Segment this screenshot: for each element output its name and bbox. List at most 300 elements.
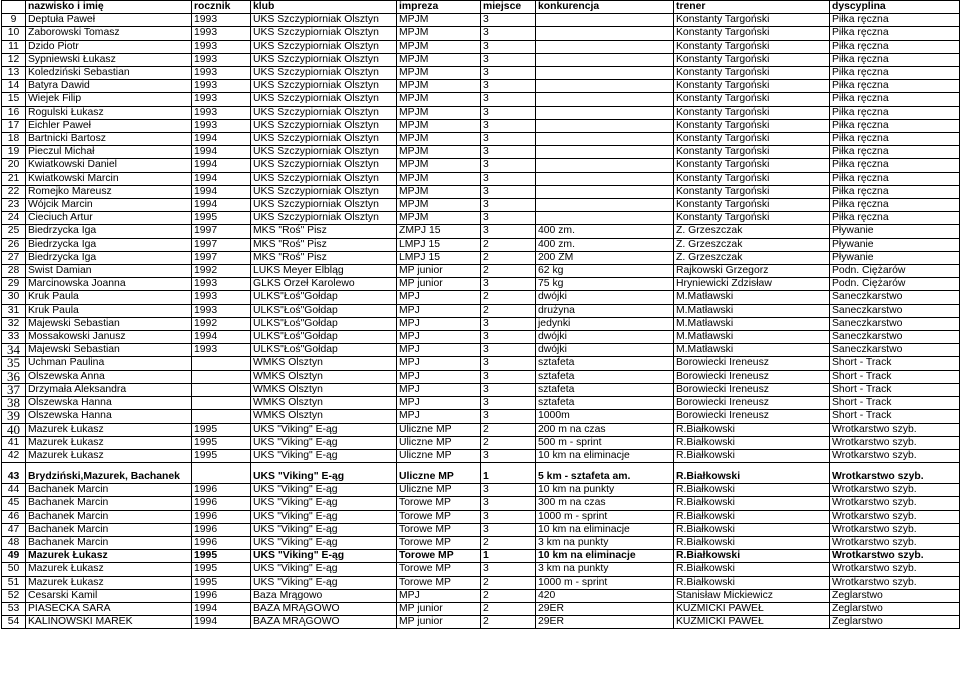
cell-miejsce: 3 [481,40,536,53]
cell-dyscyplina: Piłka ręczna [830,27,960,40]
cell-nazwisko-i-imie: KALINOWSKI MAREK [26,616,192,629]
cell-nr: 49 [2,550,26,563]
table-row [2,40,960,53]
cell-klub: UKS "Viking" E-ąg [251,423,397,436]
cell-dyscyplina: Piłka ręczna [830,185,960,198]
cell-impreza: Uliczne MP [397,449,481,462]
cell-trener: Z. Grzeszczak [674,225,830,238]
cell-impreza: Uliczne MP [397,463,481,484]
cell-nr: 14 [2,80,26,93]
cell-miejsce: 3 [481,523,536,536]
cell-konkurencja: sztafeta [536,383,674,396]
cell-konkurencja: dwójki [536,291,674,304]
table-row [2,423,960,436]
cell-rocznik: 1995 [192,423,251,436]
cell-nazwisko-i-imie: Kruk Paula [26,291,192,304]
cell-klub: BAZA MRĄGOWO [251,602,397,615]
cell-nr: 51 [2,576,26,589]
cell-konkurencja: 3 km na punkty [536,563,674,576]
cell-trener: Konstanty Targoński [674,27,830,40]
cell-klub: ULKS"Łoś"Gołdap [251,291,397,304]
cell-impreza: MPJM [397,212,481,225]
cell-klub: WMKS Olsztyn [251,357,397,370]
cell-klub: UKS Szczypiorniak Olsztyn [251,106,397,119]
cell-impreza: Uliczne MP [397,423,481,436]
cell-trener: Borowiecki Ireneusz [674,357,830,370]
cell-klub: UKS "Viking" E-ąg [251,523,397,536]
table-row [2,159,960,172]
cell-impreza: MPJ [397,344,481,357]
cell-rocznik: 1993 [192,67,251,80]
cell-rocznik: 1993 [192,344,251,357]
cell-miejsce: 2 [481,436,536,449]
cell-nazwisko-i-imie: Biedrzycka Iga [26,251,192,264]
cell-dyscyplina: Piłka ręczna [830,199,960,212]
cell-impreza: Uliczne MP [397,436,481,449]
cell-trener: R.Białkowski [674,463,830,484]
cell-rocznik [192,357,251,370]
cell-nr: 54 [2,616,26,629]
cell-impreza: Torowe MP [397,536,481,549]
cell-konkurencja: 75 kg [536,278,674,291]
table-row [2,383,960,396]
cell-nr: 22 [2,185,26,198]
cell-impreza: MP junior [397,602,481,615]
cell-miejsce: 3 [481,563,536,576]
cell-miejsce: 2 [481,616,536,629]
header-klub: klub [251,1,397,14]
cell-impreza: MPJM [397,133,481,146]
cell-dyscyplina: Wrotkarstwo szyb. [830,550,960,563]
header-rocznik: rocznik [192,1,251,14]
cell-konkurencja [536,212,674,225]
cell-nr: 17 [2,119,26,132]
cell-rocznik: 1995 [192,436,251,449]
cell-trener: R.Białkowski [674,550,830,563]
cell-miejsce: 3 [481,383,536,396]
cell-klub: UKS "Viking" E-ąg [251,449,397,462]
cell-nr: 11 [2,40,26,53]
table-row [2,212,960,225]
cell-impreza: MPJ [397,317,481,330]
cell-klub: Baza Mrągowo [251,589,397,602]
cell-trener: Konstanty Targoński [674,172,830,185]
cell-miejsce: 2 [481,423,536,436]
cell-konkurencja: sztafeta [536,397,674,410]
table-row [2,278,960,291]
cell-nazwisko-i-imie: Rogulski Łukasz [26,106,192,119]
cell-dyscyplina: Short - Track [830,397,960,410]
cell-konkurencja [536,67,674,80]
cell-konkurencja: 5 km - sztafeta am. [536,463,674,484]
cell-miejsce: 2 [481,576,536,589]
table-row [2,510,960,523]
cell-impreza: MP junior [397,265,481,278]
cell-dyscyplina: Wrotkarstwo szyb. [830,510,960,523]
cell-klub: UKS "Viking" E-ąg [251,510,397,523]
table-row [2,106,960,119]
cell-impreza: Torowe MP [397,510,481,523]
cell-rocznik: 1993 [192,53,251,66]
cell-trener: R.Białkowski [674,436,830,449]
cell-nr: 13 [2,67,26,80]
cell-klub: UKS "Viking" E-ąg [251,497,397,510]
cell-klub: MKS "Roś" Pisz [251,251,397,264]
cell-rocznik: 1993 [192,304,251,317]
cell-impreza: MPJM [397,185,481,198]
cell-nr: 32 [2,317,26,330]
cell-impreza: Torowe MP [397,563,481,576]
cell-dyscyplina: Piłka ręczna [830,146,960,159]
cell-impreza: MPJ [397,291,481,304]
cell-nazwisko-i-imie: Biedrzycka Iga [26,238,192,251]
cell-nr: 12 [2,53,26,66]
cell-nr: 24 [2,212,26,225]
cell-klub: BAZA MRĄGOWO [251,616,397,629]
cell-miejsce: 2 [481,602,536,615]
cell-trener: Stanisław Mickiewicz [674,589,830,602]
cell-nazwisko-i-imie: Kruk Paula [26,304,192,317]
cell-trener: M.Matławski [674,317,830,330]
header-dyscyplina: dyscyplina [830,1,960,14]
cell-rocznik: 1997 [192,251,251,264]
cell-rocznik: 1995 [192,212,251,225]
cell-dyscyplina: Short - Track [830,370,960,383]
cell-trener: Konstanty Targoński [674,40,830,53]
cell-impreza: MPJ [397,357,481,370]
table-row [2,304,960,317]
cell-trener: Hryniewicki Zdzisław [674,278,830,291]
cell-miejsce: 3 [481,14,536,27]
cell-dyscyplina: Żeglarstwo [830,616,960,629]
cell-impreza: MPJM [397,119,481,132]
cell-dyscyplina: Podn. Ciężarów [830,265,960,278]
cell-konkurencja: sztafeta [536,370,674,383]
cell-dyscyplina: Piłka ręczna [830,159,960,172]
cell-trener: Konstanty Targoński [674,80,830,93]
cell-rocznik: 1997 [192,225,251,238]
cell-nr: 41 [2,436,26,449]
cell-klub: UKS "Viking" E-ąg [251,536,397,549]
cell-klub: UKS Szczypiorniak Olsztyn [251,93,397,106]
cell-konkurencja: 200 m na czas [536,423,674,436]
cell-rocznik [192,383,251,396]
cell-miejsce: 3 [481,27,536,40]
cell-nr: 20 [2,159,26,172]
table-row [2,463,960,484]
cell-miejsce: 1 [481,463,536,484]
cell-miejsce: 3 [481,410,536,423]
cell-nr: 10 [2,27,26,40]
cell-konkurencja [536,119,674,132]
cell-nazwisko-i-imie: Eichler Paweł [26,119,192,132]
cell-nr: 27 [2,251,26,264]
cell-miejsce: 3 [481,397,536,410]
table-row [2,602,960,615]
cell-impreza: Uliczne MP [397,484,481,497]
table-row [2,67,960,80]
cell-klub: ULKS"Łoś"Gołdap [251,304,397,317]
cell-dyscyplina: Wrotkarstwo szyb. [830,449,960,462]
cell-trener: Borowiecki Ireneusz [674,370,830,383]
cell-klub: UKS Szczypiorniak Olsztyn [251,146,397,159]
cell-impreza: MPJM [397,27,481,40]
cell-trener: R.Białkowski [674,536,830,549]
cell-rocznik: 1993 [192,80,251,93]
cell-trener: Borowiecki Ireneusz [674,410,830,423]
cell-klub: MKS "Roś" Pisz [251,225,397,238]
cell-nazwisko-i-imie: Olszewska Hanna [26,410,192,423]
cell-klub: UKS Szczypiorniak Olsztyn [251,53,397,66]
cell-klub: UKS "Viking" E-ąg [251,576,397,589]
cell-trener: M.Matławski [674,304,830,317]
cell-miejsce: 3 [481,331,536,344]
table-row [2,119,960,132]
cell-trener: R.Białkowski [674,510,830,523]
cell-dyscyplina: Piłka ręczna [830,80,960,93]
cell-miejsce: 3 [481,225,536,238]
cell-miejsce: 3 [481,278,536,291]
cell-miejsce: 2 [481,238,536,251]
cell-nazwisko-i-imie: Koledziński Sebastian [26,67,192,80]
cell-rocznik: 1994 [192,199,251,212]
cell-impreza: MP junior [397,278,481,291]
cell-dyscyplina: Pływanie [830,225,960,238]
header-row [2,1,960,14]
cell-trener: M.Matławski [674,344,830,357]
cell-trener: Konstanty Targoński [674,146,830,159]
cell-trener: Borowiecki Ireneusz [674,383,830,396]
cell-impreza: MPJM [397,159,481,172]
table-row [2,265,960,278]
table-row [2,484,960,497]
cell-nr: 23 [2,199,26,212]
cell-nazwisko-i-imie: Mazurek Łukasz [26,576,192,589]
cell-nr: 35 [2,357,26,370]
cell-nr: 39 [2,410,26,423]
cell-dyscyplina: Saneczkarstwo [830,317,960,330]
cell-impreza: MPJ [397,304,481,317]
cell-impreza: MPJ [397,589,481,602]
cell-rocznik: 1996 [192,510,251,523]
cell-rocznik: 1996 [192,497,251,510]
cell-konkurencja: 300 m na czas [536,497,674,510]
cell-miejsce: 3 [481,484,536,497]
cell-nazwisko-i-imie: Bachanek Marcin [26,484,192,497]
cell-impreza: MPJM [397,199,481,212]
cell-impreza: Torowe MP [397,497,481,510]
cell-miejsce: 3 [481,53,536,66]
cell-nr: 44 [2,484,26,497]
cell-konkurencja: dwójki [536,331,674,344]
cell-nr: 37 [2,383,26,396]
cell-rocznik: 1994 [192,602,251,615]
cell-konkurencja: sztafeta [536,357,674,370]
header-nazwisko-i-imie: nazwisko i imię [26,1,192,14]
cell-klub: UKS "Viking" E-ąg [251,484,397,497]
table-row [2,53,960,66]
cell-nr: 50 [2,563,26,576]
cell-dyscyplina: Wrotkarstwo szyb. [830,536,960,549]
cell-trener: Konstanty Targoński [674,199,830,212]
cell-trener: Konstanty Targoński [674,133,830,146]
cell-nr: 45 [2,497,26,510]
cell-dyscyplina: Pływanie [830,251,960,264]
cell-impreza: Torowe MP [397,523,481,536]
cell-klub: WMKS Olsztyn [251,383,397,396]
cell-trener: M.Matławski [674,291,830,304]
cell-nr: 53 [2,602,26,615]
cell-dyscyplina: Short - Track [830,410,960,423]
cell-impreza: MPJM [397,67,481,80]
cell-nazwisko-i-imie: Mazurek Łukasz [26,449,192,462]
cell-dyscyplina: Piłka ręczna [830,14,960,27]
cell-trener: Konstanty Targoński [674,106,830,119]
cell-miejsce: 3 [481,146,536,159]
cell-konkurencja: drużyna [536,304,674,317]
cell-nr: 36 [2,370,26,383]
cell-konkurencja: 1000m [536,410,674,423]
cell-rocznik [192,370,251,383]
cell-dyscyplina: Piłka ręczna [830,133,960,146]
table-row [2,93,960,106]
cell-dyscyplina: Wrotkarstwo szyb. [830,423,960,436]
cell-dyscyplina: Short - Track [830,357,960,370]
cell-konkurencja: 1000 m - sprint [536,510,674,523]
table-row [2,225,960,238]
cell-nazwisko-i-imie: Majewski Sebastian [26,317,192,330]
cell-konkurencja: 10 km na eliminacje [536,449,674,462]
table-row [2,146,960,159]
cell-nr: 31 [2,304,26,317]
cell-klub: GLKS Orzeł Karolewo [251,278,397,291]
table-body [2,14,960,629]
cell-impreza: MPJ [397,331,481,344]
cell-rocznik: 1993 [192,278,251,291]
cell-impreza: LMPJ 15 [397,251,481,264]
cell-konkurencja [536,27,674,40]
cell-impreza: MP junior [397,616,481,629]
cell-nr: 48 [2,536,26,549]
cell-nazwisko-i-imie: Dzido Piotr [26,40,192,53]
cell-trener: R.Białkowski [674,449,830,462]
table-row [2,27,960,40]
cell-konkurencja [536,133,674,146]
cell-nazwisko-i-imie: Świst Damian [26,265,192,278]
cell-dyscyplina: Piłka ręczna [830,53,960,66]
cell-konkurencja [536,14,674,27]
cell-trener: Konstanty Targoński [674,159,830,172]
cell-rocznik [192,463,251,484]
cell-rocznik: 1994 [192,133,251,146]
cell-klub: UKS "Viking" E-ąg [251,550,397,563]
cell-rocznik: 1994 [192,159,251,172]
cell-nazwisko-i-imie: Bachanek Marcin [26,497,192,510]
cell-nazwisko-i-imie: Olszewska Anna [26,370,192,383]
cell-klub: UKS Szczypiorniak Olsztyn [251,199,397,212]
cell-nr: 46 [2,510,26,523]
cell-rocznik: 1997 [192,238,251,251]
table-row [2,14,960,27]
cell-nr: 16 [2,106,26,119]
cell-nr: 42 [2,449,26,462]
cell-nazwisko-i-imie: Sypniewski Łukasz [26,53,192,66]
cell-dyscyplina: Żeglarstwo [830,602,960,615]
table-row [2,331,960,344]
cell-nr: 52 [2,589,26,602]
cell-impreza: MPJM [397,14,481,27]
table-row [2,185,960,198]
cell-impreza: MPJM [397,146,481,159]
cell-miejsce: 3 [481,212,536,225]
cell-miejsce: 3 [481,317,536,330]
cell-dyscyplina: Saneczkarstwo [830,331,960,344]
table-row [2,523,960,536]
cell-konkurencja [536,106,674,119]
cell-miejsce: 3 [481,133,536,146]
cell-dyscyplina: Piłka ręczna [830,106,960,119]
cell-trener: Konstanty Targoński [674,67,830,80]
cell-nazwisko-i-imie: Batyra Dawid [26,80,192,93]
table-row [2,536,960,549]
cell-nazwisko-i-imie: Mazurek Łukasz [26,563,192,576]
table-row [2,616,960,629]
table-row [2,550,960,563]
cell-konkurencja: 500 m - sprint [536,436,674,449]
cell-impreza: MPJM [397,40,481,53]
cell-miejsce: 3 [481,106,536,119]
cell-trener: R.Białkowski [674,523,830,536]
header-konkurencja: konkurencja [536,1,674,14]
cell-klub: UKS "Viking" E-ąg [251,463,397,484]
cell-nazwisko-i-imie: Pieczul Michał [26,146,192,159]
cell-miejsce: 3 [481,510,536,523]
table-row [2,436,960,449]
cell-trener: Konstanty Targoński [674,185,830,198]
cell-rocznik: 1996 [192,484,251,497]
cell-dyscyplina: Wrotkarstwo szyb. [830,484,960,497]
cell-trener: R.Białkowski [674,563,830,576]
cell-nr: 33 [2,331,26,344]
cell-klub: UKS Szczypiorniak Olsztyn [251,119,397,132]
header-miejsce: miejsce [481,1,536,14]
cell-konkurencja: 420 [536,589,674,602]
cell-dyscyplina: Piłka ręczna [830,93,960,106]
cell-konkurencja: 400 zm. [536,238,674,251]
cell-klub: UKS "Viking" E-ąg [251,436,397,449]
cell-nazwisko-i-imie: Biedrzycka Iga [26,225,192,238]
cell-rocznik: 1995 [192,550,251,563]
table-row [2,410,960,423]
cell-konkurencja: 1000 m - sprint [536,576,674,589]
cell-dyscyplina: Wrotkarstwo szyb. [830,523,960,536]
cell-trener: R.Białkowski [674,423,830,436]
table-row [2,291,960,304]
cell-konkurencja [536,199,674,212]
cell-rocznik: 1994 [192,331,251,344]
cell-dyscyplina: Piłka ręczna [830,67,960,80]
cell-dyscyplina: Piłka ręczna [830,119,960,132]
cell-rocznik: 1993 [192,40,251,53]
cell-miejsce: 3 [481,370,536,383]
cell-rocznik [192,397,251,410]
table-row [2,589,960,602]
cell-nr: 29 [2,278,26,291]
cell-klub: ULKS"Łoś"Gołdap [251,331,397,344]
table-row [2,238,960,251]
table-row [2,80,960,93]
cell-klub: MKS "Roś" Pisz [251,238,397,251]
